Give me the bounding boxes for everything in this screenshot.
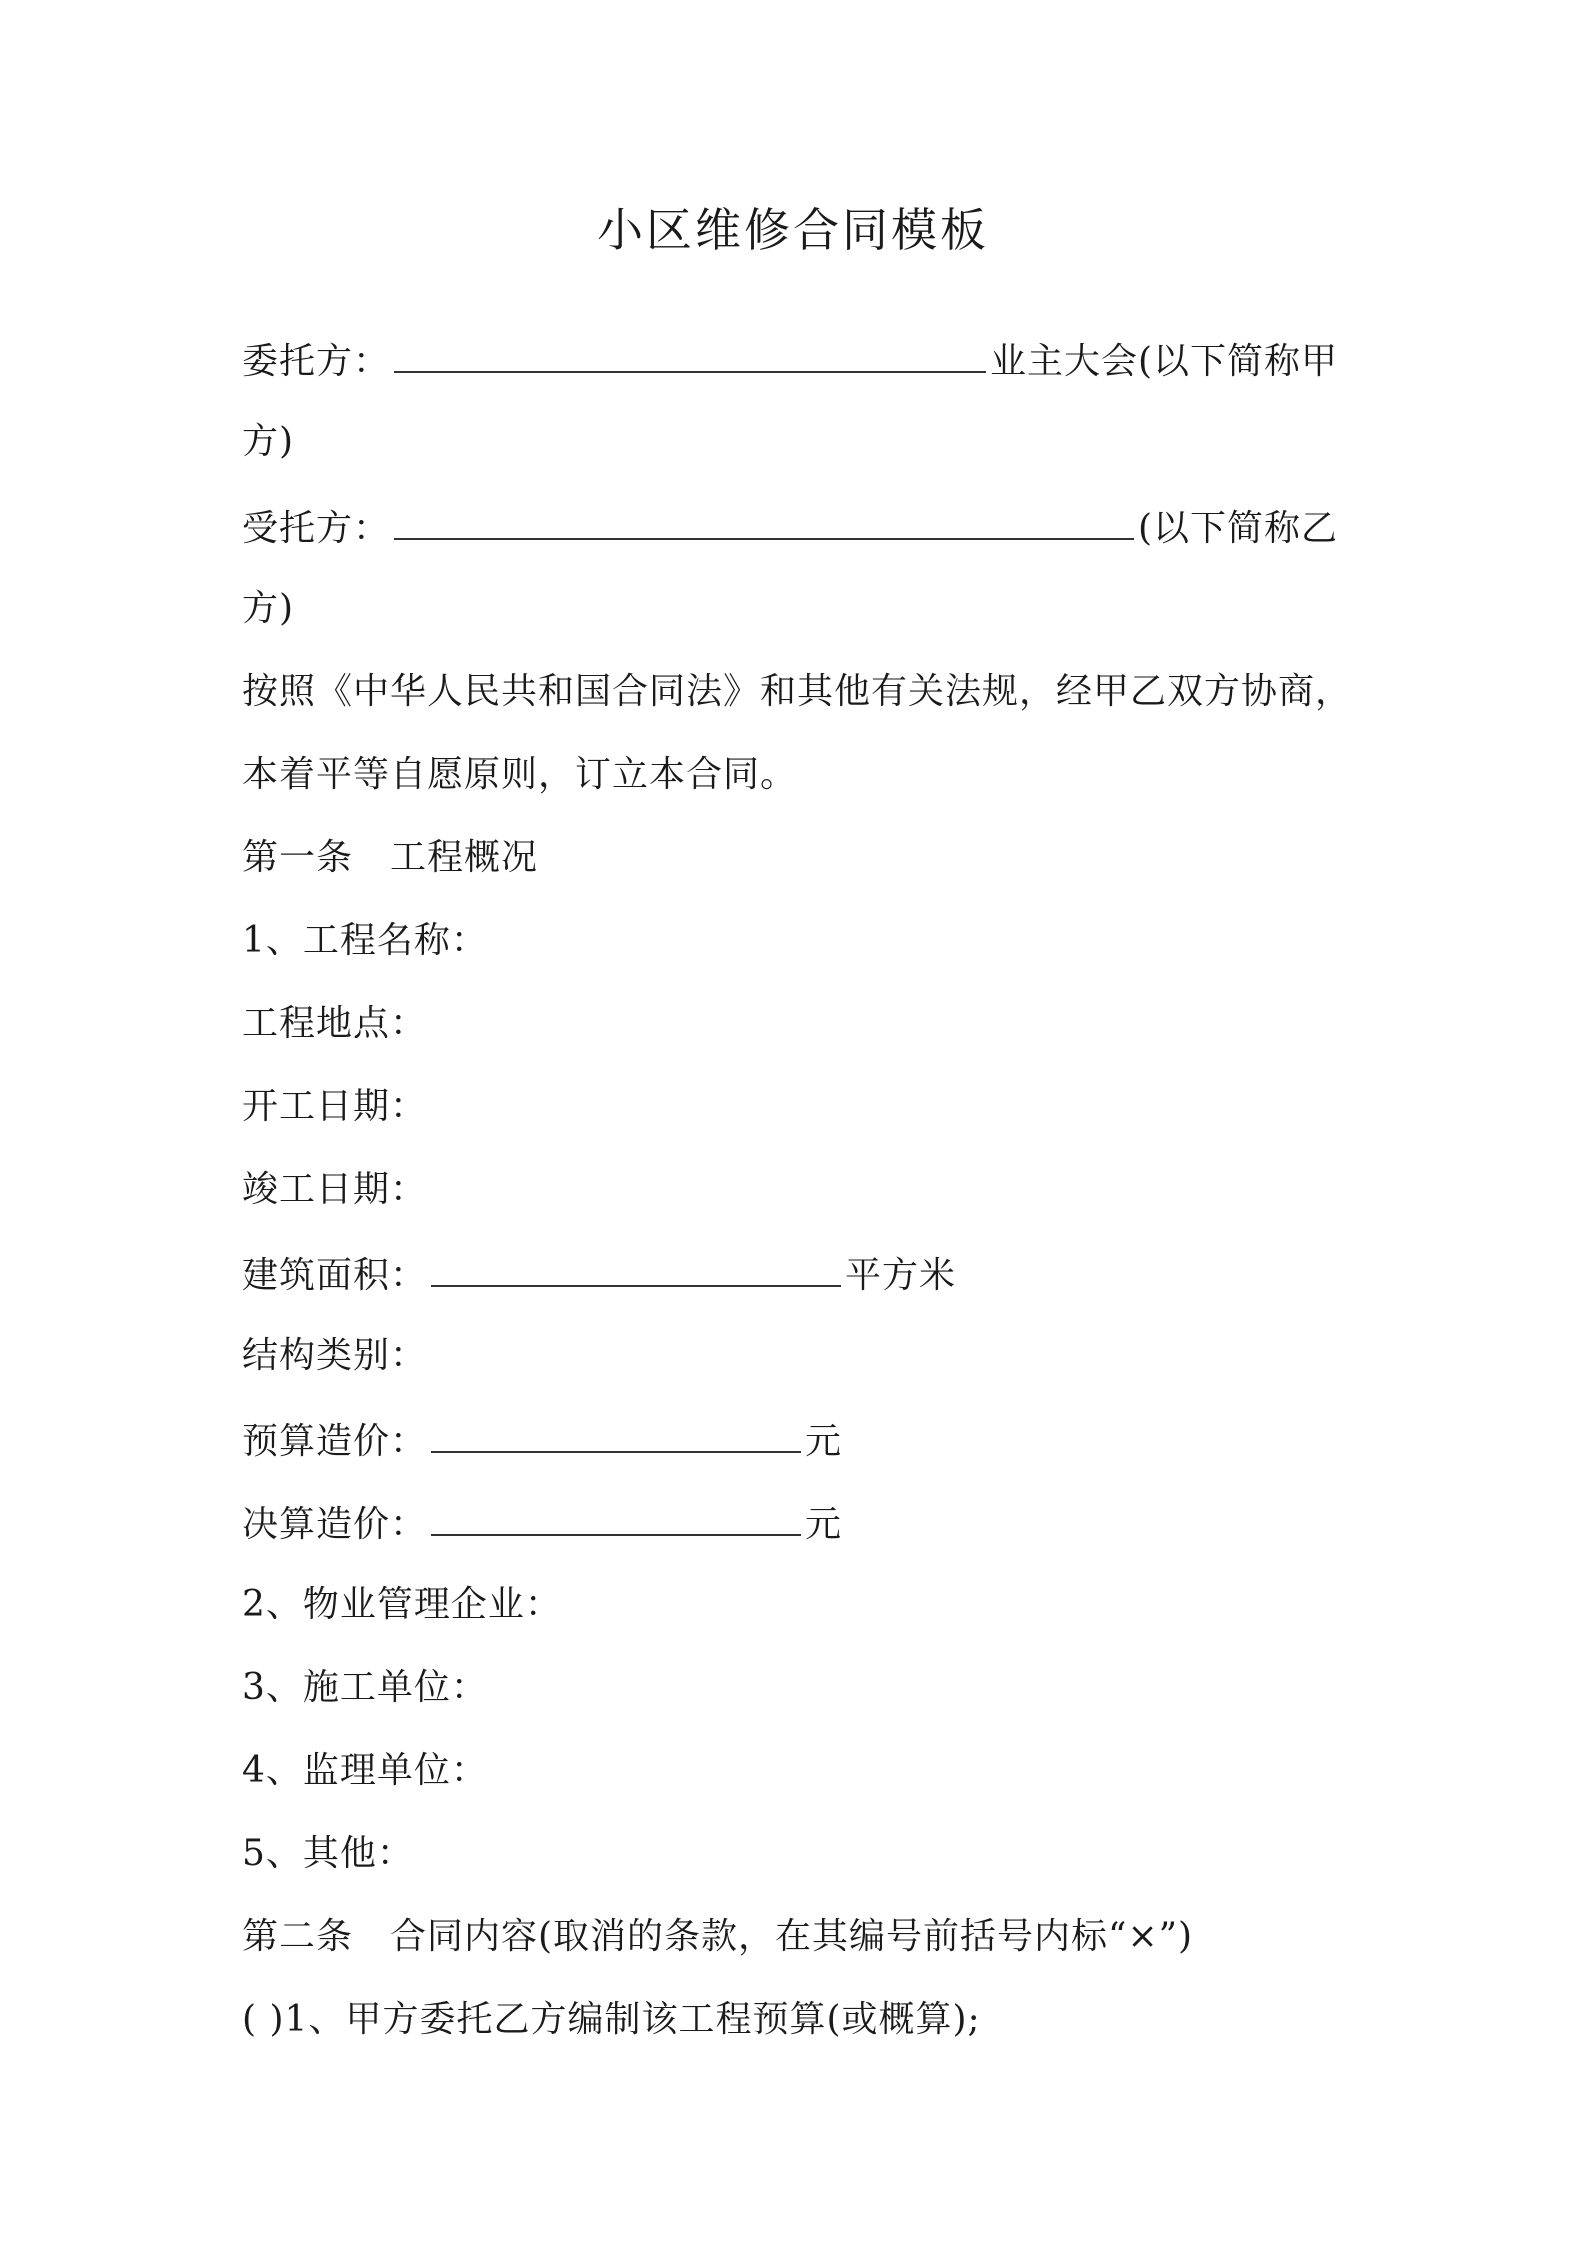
party-b-blank[interactable]	[394, 502, 1134, 540]
article2-clause-1: ( )1、甲方委托乙方编制该工程预算(或概算);	[242, 1999, 981, 2040]
end-date-label: 竣工日期：	[242, 1169, 428, 1210]
building-area-label: 建筑面积：	[242, 1255, 428, 1296]
party-a-wrap: 方)	[242, 421, 295, 462]
building-area-line	[242, 1249, 956, 1300]
building-area-unit: 平方米	[845, 1255, 957, 1296]
start-date-label: 开工日期：	[242, 1086, 428, 1127]
property-manager-label: 2、物业管理企业：	[242, 1584, 562, 1625]
party-b-line	[242, 502, 1338, 553]
preamble-line-1: 按照《中华人民共和国合同法》和其他有关法规，经甲乙双方协商，	[242, 671, 1353, 712]
party-a-line	[242, 335, 1338, 386]
supervisor-label: 4、监理单位：	[242, 1750, 488, 1791]
party-b-label: 受托方：	[242, 508, 391, 549]
project-location-label: 工程地点：	[242, 1003, 428, 1044]
project-name-label: 1、工程名称：	[242, 920, 488, 961]
other-label: 5、其他：	[242, 1833, 414, 1874]
building-area-blank[interactable]	[431, 1249, 841, 1287]
budget-cost-line	[242, 1415, 842, 1466]
document-title: 小区维修合同模板	[597, 203, 989, 257]
contractor-label: 3、施工单位：	[242, 1667, 488, 1708]
budget-cost-unit: 元	[805, 1421, 843, 1462]
final-cost-label: 决算造价：	[242, 1504, 428, 1545]
final-cost-line	[242, 1498, 842, 1549]
preamble-line-2: 本着平等自愿原则，订立本合同。	[242, 754, 798, 795]
article1-heading: 第一条 工程概况	[242, 837, 539, 878]
final-cost-unit: 元	[805, 1504, 843, 1545]
article2-heading: 第二条 合同内容(取消的条款，在其编号前括号内标“×”)	[242, 1916, 1194, 1957]
budget-cost-label: 预算造价：	[242, 1421, 428, 1462]
final-cost-blank[interactable]	[431, 1498, 801, 1536]
party-b-wrap: 方)	[242, 588, 295, 629]
party-a-label: 委托方：	[242, 341, 391, 382]
structure-type-label: 结构类别：	[242, 1335, 428, 1376]
party-a-suffix: 业主大会(以下简称甲	[990, 341, 1339, 382]
party-a-blank[interactable]	[394, 335, 986, 373]
party-b-suffix: (以下简称乙	[1138, 508, 1339, 549]
budget-cost-blank[interactable]	[431, 1415, 801, 1453]
